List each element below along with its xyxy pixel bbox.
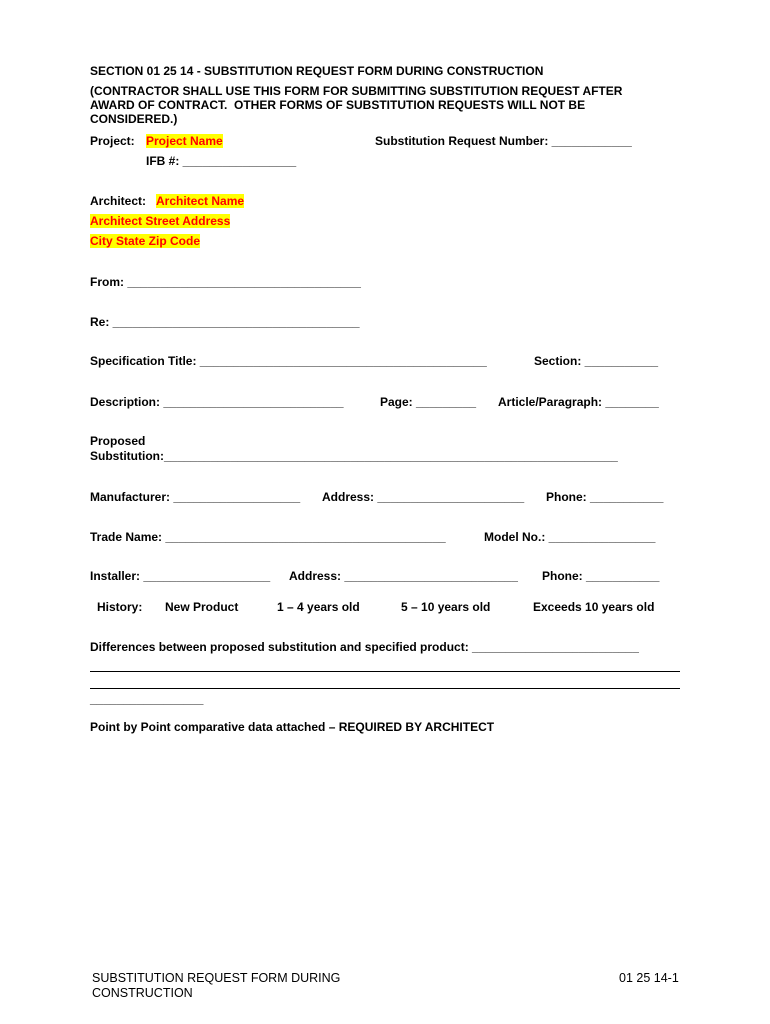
installer-field[interactable]: Installer: ___________________ bbox=[90, 569, 271, 583]
description-field[interactable]: Description: ___________________________ bbox=[90, 395, 344, 409]
manufacturer-phone-field[interactable]: Phone: ___________ bbox=[546, 490, 664, 504]
architect-city: City State Zip Code bbox=[90, 234, 201, 248]
page-number: 01 25 14-1 bbox=[619, 971, 679, 985]
architect-street: Architect Street Address bbox=[90, 214, 231, 228]
project-label: Project: bbox=[90, 134, 135, 148]
model-number-field[interactable]: Model No.: ________________ bbox=[484, 530, 656, 544]
history-option-new-product[interactable]: New Product bbox=[165, 600, 239, 614]
manufacturer-address-field[interactable]: Address: ______________________ bbox=[322, 490, 525, 504]
section-field[interactable]: Section: ___________ bbox=[534, 354, 659, 368]
footer-title-line-1: SUBSTITUTION REQUEST FORM DURING bbox=[92, 971, 341, 985]
history-option-exceeds-10-years[interactable]: Exceeds 10 years old bbox=[533, 600, 655, 614]
trade-name-field[interactable]: Trade Name: __________________________________________ bbox=[90, 530, 446, 544]
architect-name: Architect Name bbox=[156, 194, 245, 208]
substitution-request-number[interactable]: Substitution Request Number: ____________ bbox=[375, 134, 632, 148]
differences-field[interactable]: Differences between proposed substitution and specified product: _________________________ bbox=[90, 640, 639, 654]
project-name: Project Name bbox=[146, 134, 223, 148]
instruction-note-line-1: (CONTRACTOR SHALL USE THIS FORM FOR SUBMITTING SUBSTITUTION REQUEST AFTER bbox=[90, 84, 623, 98]
installer-phone-field[interactable]: Phone: ___________ bbox=[542, 569, 660, 583]
comparative-data-note: Point by Point comparative data attached – REQUIRED BY ARCHITECT bbox=[90, 720, 495, 734]
footer-title-line-2: CONSTRUCTION bbox=[92, 986, 193, 1000]
differences-line-3[interactable]: _________________ bbox=[90, 692, 204, 706]
specification-title-field[interactable]: Specification Title: ___________________________________________ bbox=[90, 354, 487, 368]
from-field[interactable]: From: ___________________________________ bbox=[90, 275, 361, 289]
page-field[interactable]: Page: _________ bbox=[380, 395, 477, 409]
instruction-note-line-3: CONSIDERED.) bbox=[90, 112, 178, 126]
proposed-label: Proposed bbox=[90, 434, 146, 448]
architect-label: Architect: bbox=[90, 194, 147, 208]
installer-address-field[interactable]: Address: __________________________ bbox=[289, 569, 518, 583]
history-label: History: bbox=[97, 600, 143, 614]
ifb-number[interactable]: IFB #: _________________ bbox=[146, 154, 297, 168]
instruction-note-line-2: AWARD OF CONTRACT. OTHER FORMS OF SUBSTITUTION REQUESTS WILL NOT BE bbox=[90, 98, 586, 112]
section-title: SECTION 01 25 14 - SUBSTITUTION REQUEST FORM DURING CONSTRUCTION bbox=[90, 64, 544, 78]
differences-line-1[interactable] bbox=[90, 671, 680, 672]
history-option-1-4-years[interactable]: 1 – 4 years old bbox=[277, 600, 360, 614]
history-option-5-10-years[interactable]: 5 – 10 years old bbox=[401, 600, 491, 614]
manufacturer-field[interactable]: Manufacturer: ___________________ bbox=[90, 490, 301, 504]
differences-line-2[interactable] bbox=[90, 688, 680, 689]
article-paragraph-field[interactable]: Article/Paragraph: ________ bbox=[498, 395, 659, 409]
re-field[interactable]: Re: _____________________________________ bbox=[90, 315, 360, 329]
proposed-substitution-field[interactable]: Substitution:____________________________________________________________________ bbox=[90, 449, 618, 463]
